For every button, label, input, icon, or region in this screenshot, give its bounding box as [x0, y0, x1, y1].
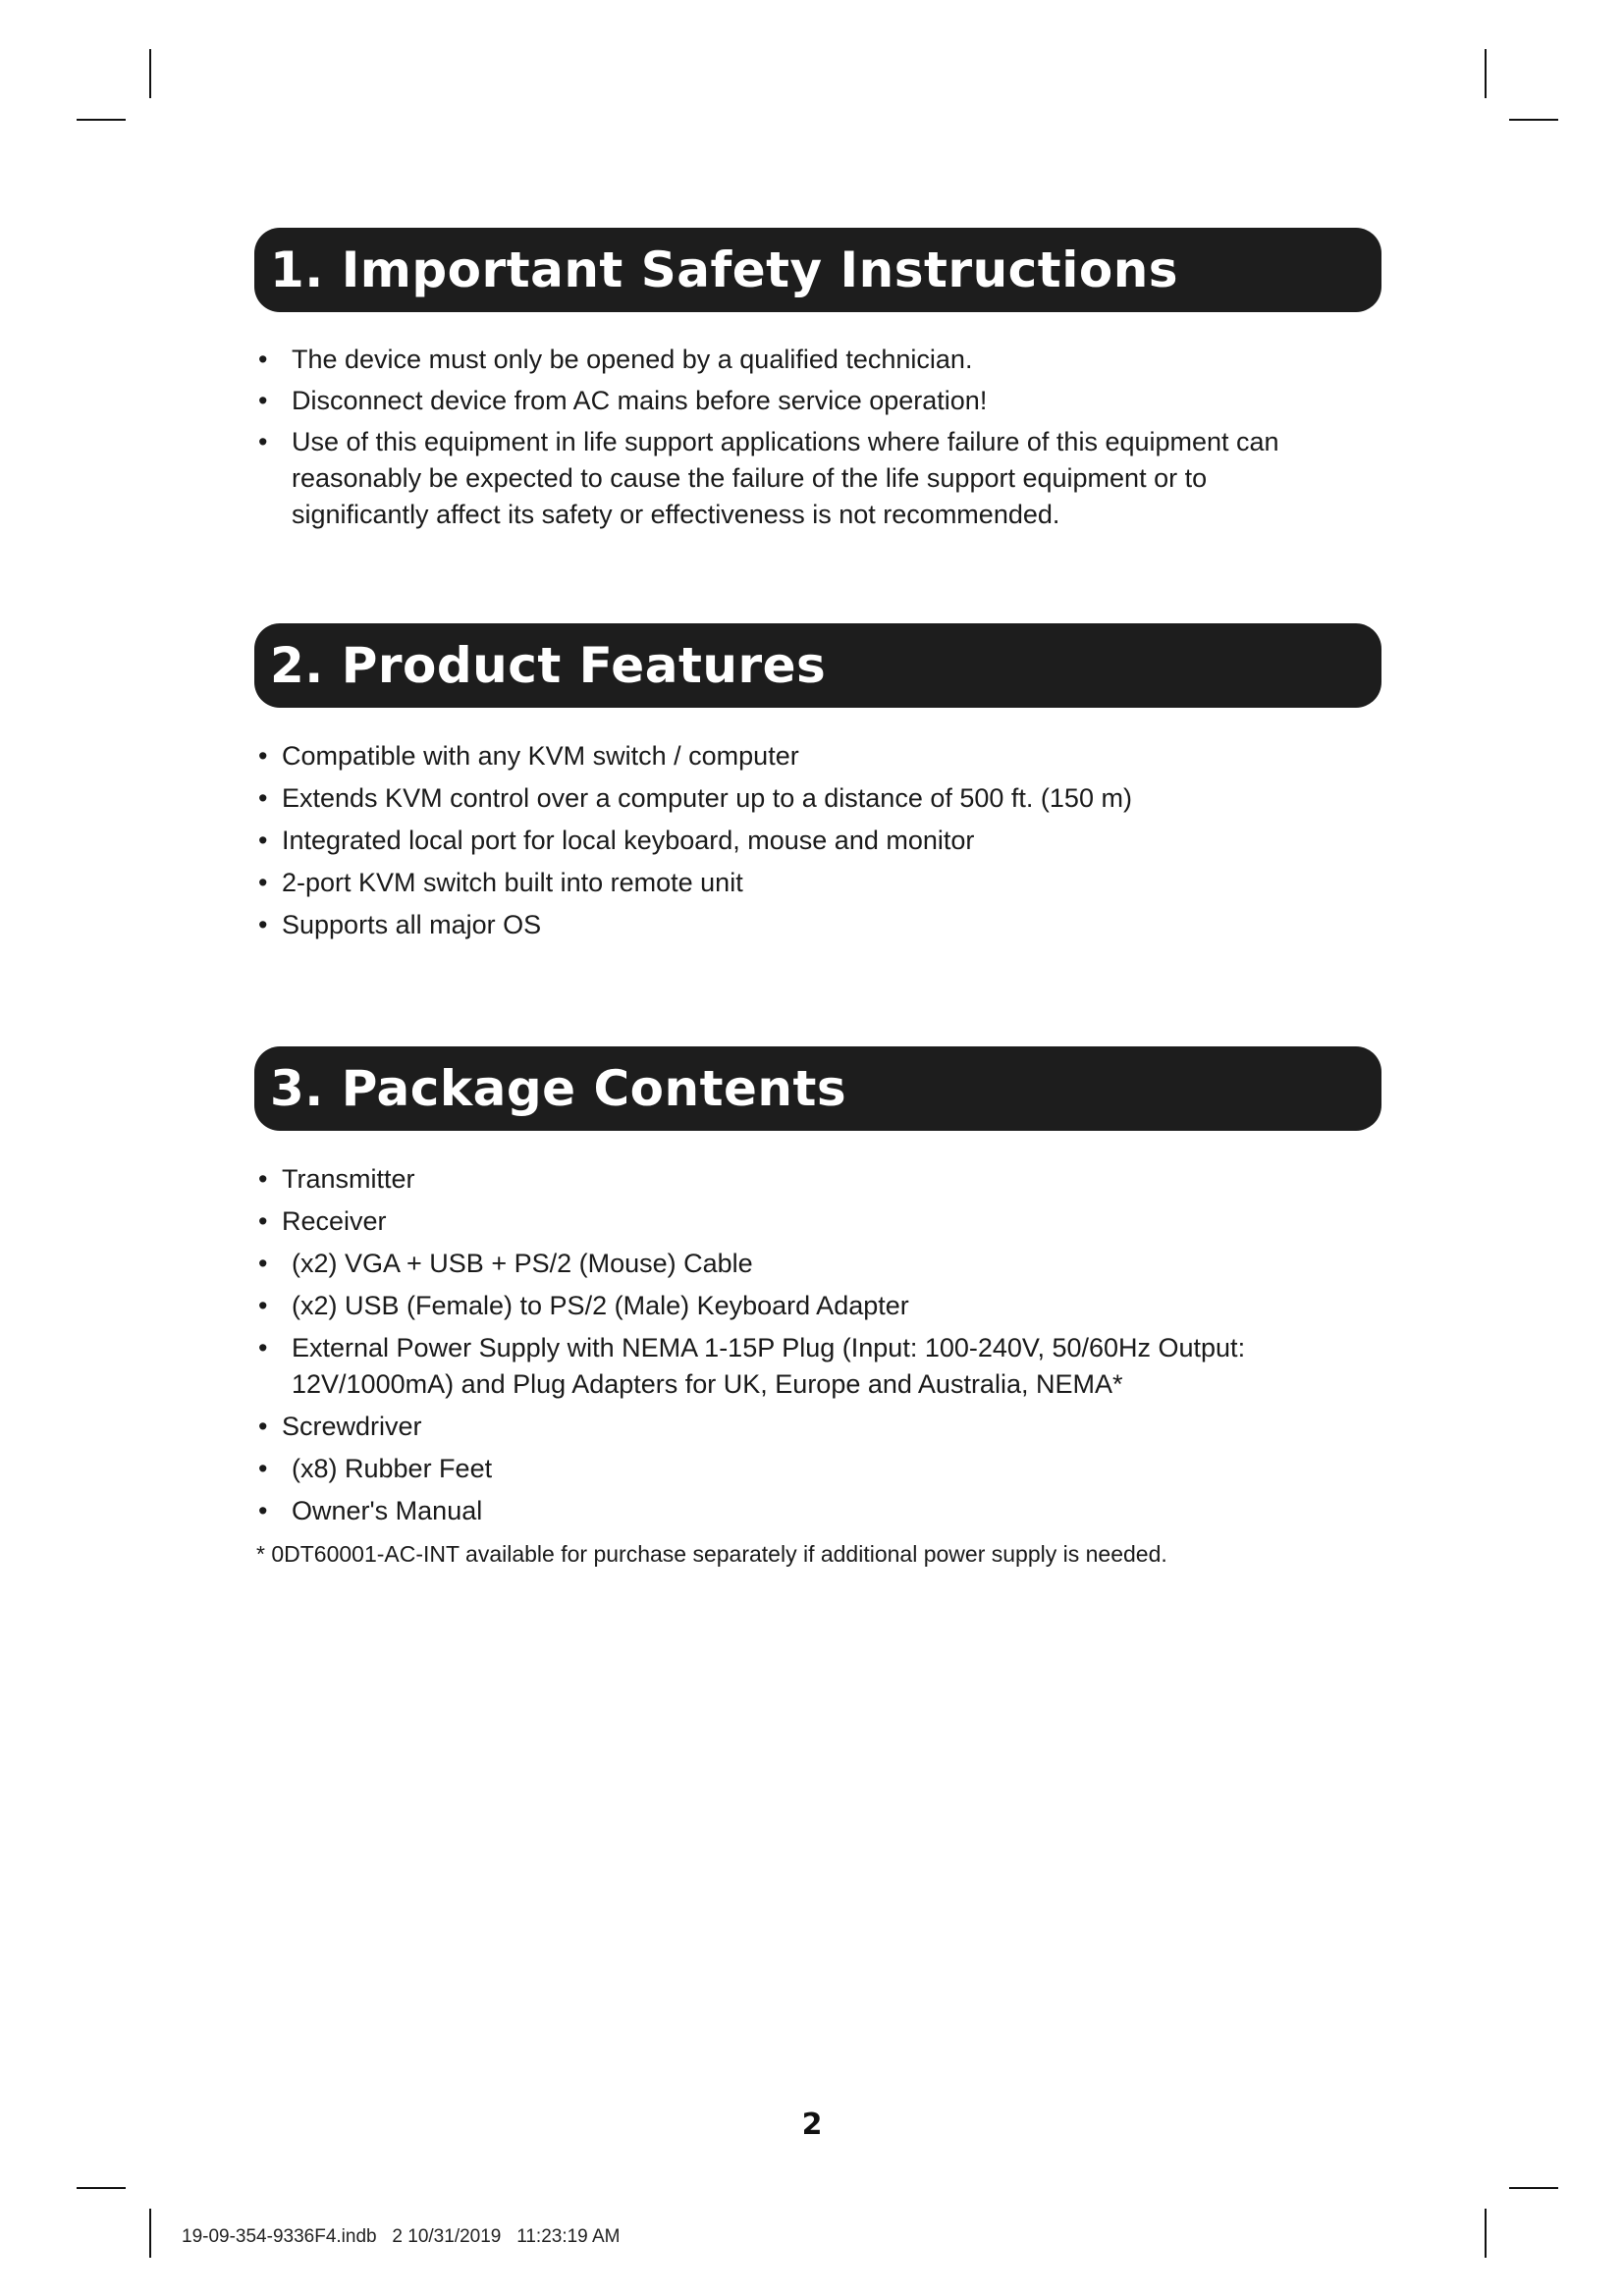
list-item: • 2-port KVM switch built into remote unit	[256, 865, 1356, 901]
list-item: • (x2) USB (Female) to PS/2 (Male) Keyboard Adapter	[256, 1288, 1356, 1324]
package-list	[256, 1161, 1356, 1535]
page-number: 2	[801, 2108, 823, 2142]
section-title: 3. Package Contents	[270, 1060, 847, 1117]
list-item: • Extends KVM control over a computer up to a distance of 500 ft. (150 m)	[256, 780, 1356, 817]
list-item: • Screwdriver	[256, 1409, 1356, 1445]
list-item: • Owner's Manual	[256, 1493, 1356, 1529]
section-header-package	[254, 1046, 1381, 1131]
crop-mark-bottom-right-vertical	[1485, 2209, 1487, 2258]
list-item: • Compatible with any KVM switch / computer	[256, 738, 1356, 774]
list-item: • Use of this equipment in life support applications where failure of this equipment can reasonably be expected to cause the failure of the life support equipment or to significantly affect its safety or effectiveness is not recommended.	[256, 424, 1336, 533]
section-title: 2. Product Features	[270, 637, 827, 694]
list-item: • External Power Supply with NEMA 1-15P Plug (Input: 100-240V, 50/60Hz Output: 12V/1000mA) and Plug Adapters for UK, Europe and Australia, NEMA*	[256, 1330, 1356, 1403]
list-item: • The device must only be opened by a qualified technician.	[256, 342, 1336, 378]
section-header-safety	[254, 228, 1381, 312]
crop-mark-top-left-horizontal	[77, 119, 126, 121]
list-item: • Disconnect device from AC mains before service operation!	[256, 383, 1336, 419]
print-slug: 19-09-354-9336F4.indb 2 10/31/2019 11:23:19 AM	[182, 2226, 621, 2247]
crop-mark-bottom-left-horizontal	[77, 2187, 126, 2189]
list-item: • Transmitter	[256, 1161, 1356, 1198]
list-item: • (x2) VGA + USB + PS/2 (Mouse) Cable	[256, 1246, 1356, 1282]
footnote: * 0DT60001-AC-INT available for purchase separately if additional power supply is needed.	[256, 1541, 1167, 1567]
crop-mark-top-right-vertical	[1485, 49, 1487, 98]
section-title: 1. Important Safety Instructions	[270, 241, 1179, 298]
crop-mark-top-left-vertical	[149, 49, 151, 98]
list-item: • (x8) Rubber Feet	[256, 1451, 1356, 1487]
crop-mark-bottom-right-horizontal	[1509, 2187, 1558, 2189]
list-item: • Supports all major OS	[256, 907, 1356, 943]
section-header-features	[254, 623, 1381, 708]
safety-list	[256, 342, 1336, 538]
list-item: • Integrated local port for local keyboard, mouse and monitor	[256, 823, 1356, 859]
features-list	[256, 738, 1356, 949]
crop-mark-top-right-horizontal	[1509, 119, 1558, 121]
list-item: • Receiver	[256, 1203, 1356, 1240]
crop-mark-bottom-left-vertical	[149, 2209, 151, 2258]
